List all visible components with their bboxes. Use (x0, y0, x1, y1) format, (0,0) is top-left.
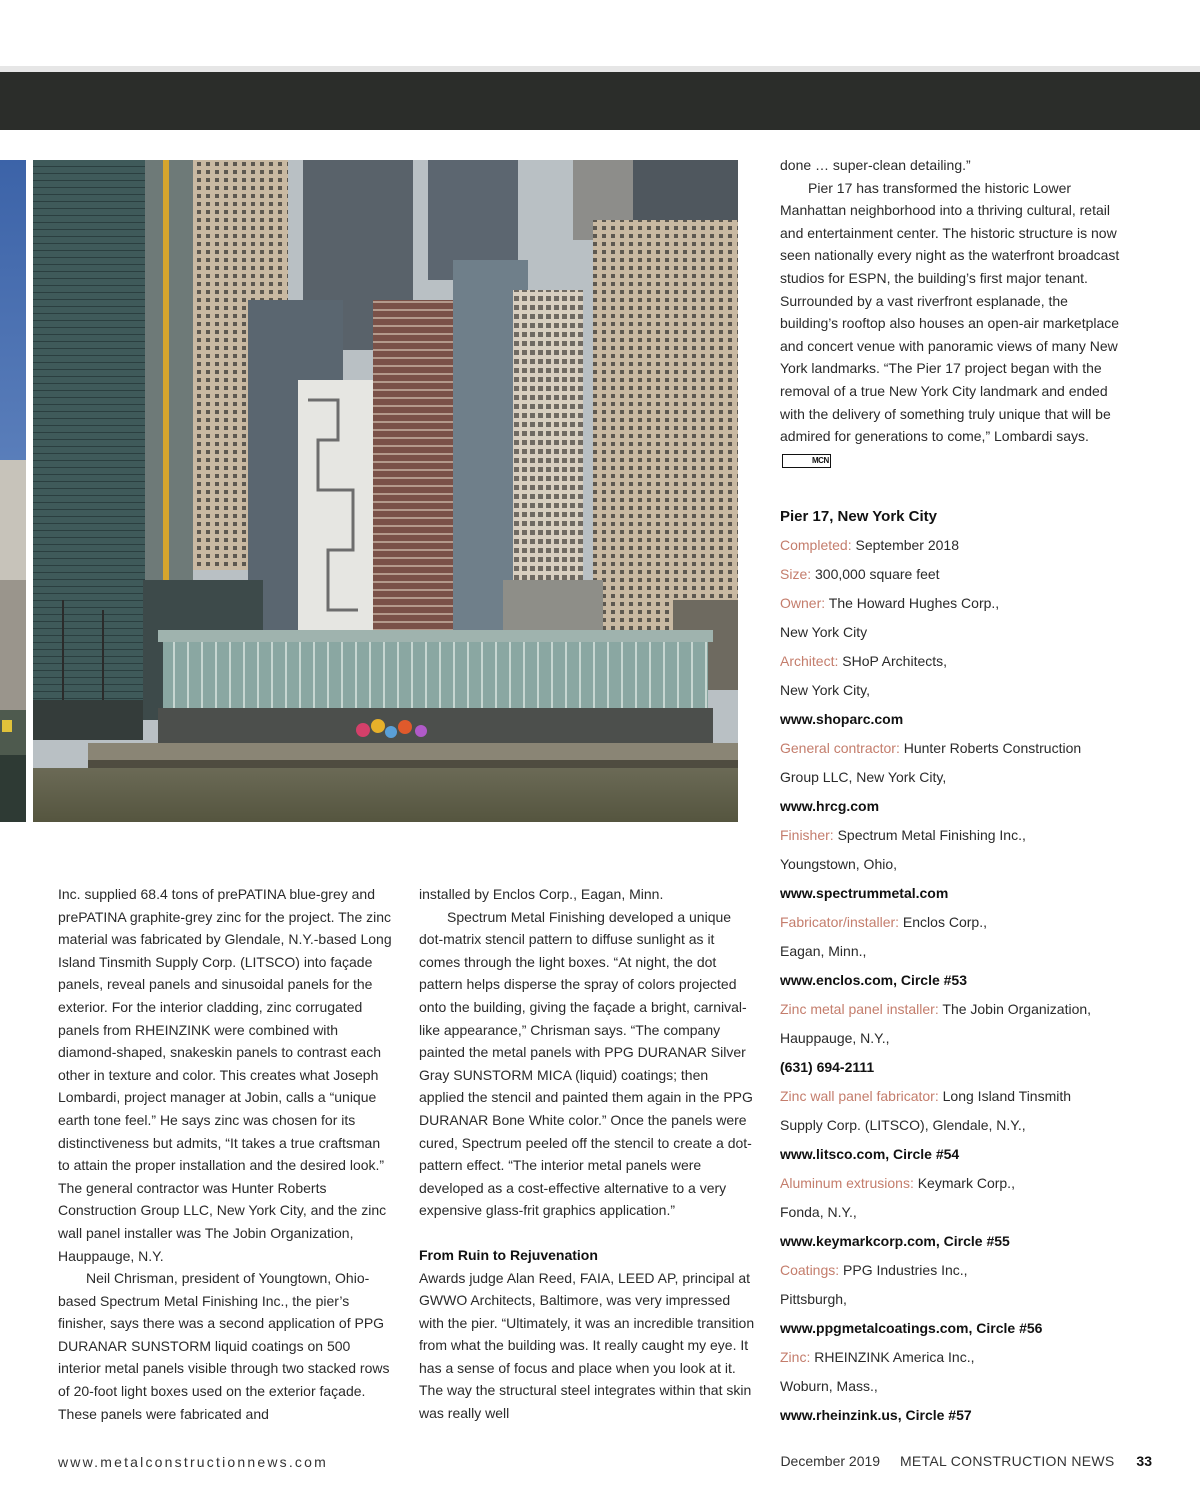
sidebar-lines (780, 531, 1150, 1430)
end-of-article-mark: MCN (782, 454, 831, 468)
sidebar-line (780, 1169, 1150, 1198)
sidebar-value: The Howard Hughes Corp., (825, 595, 1000, 611)
sidebar-value: Youngstown, Ohio, (780, 856, 898, 872)
footer-website: www.metalconstructionnews.com (58, 1454, 328, 1470)
sidebar-value: RHEINZINK America Inc., (810, 1349, 975, 1365)
sidebar-label: General contractor: (780, 740, 900, 756)
sidebar-value: 300,000 square feet (811, 566, 940, 582)
sidebar-label: Size: (780, 566, 812, 582)
body-paragraph: Awards judge Alan Reed, FAIA, LEED AP, principal at GWWO Architects, Baltimore, was very impressed with the pier. “Ultimately, it was an incredible transition from what the building was. It really caught my eye. It has a sense of focus and place when you look at it. The way the structural steel integrates within that skin was really well (419, 1269, 755, 1422)
sidebar-title: Pier 17, New York City (780, 508, 938, 525)
sidebar-line (780, 618, 1150, 647)
article-column-2 (419, 883, 755, 1425)
sidebar-value: Woburn, Mass., (780, 1378, 878, 1394)
sidebar-line (780, 937, 1150, 966)
project-info-sidebar (780, 502, 1150, 1430)
page-number: 33 (1136, 1453, 1152, 1469)
sidebar-line (780, 821, 1150, 850)
sidebar-label: Fabricator/installer: (780, 914, 900, 930)
footer-magazine-name: METAL CONSTRUCTION NEWS (899, 1453, 1115, 1469)
sidebar-url: www.enclos.com, Circle #53 (780, 972, 968, 988)
sidebar-value: Pittsburgh, (780, 1291, 847, 1307)
sidebar-value: Long Island Tinsmith (938, 1088, 1072, 1104)
sidebar-line (780, 1198, 1150, 1227)
sidebar-url: www.hrcg.com (780, 798, 880, 814)
body-paragraph: installed by Enclos Corp., Eagan, Minn. (419, 886, 664, 902)
sidebar-url: www.litsco.com, Circle #54 (780, 1146, 960, 1162)
section-heading: From Ruin to Rejuvenation (419, 1246, 598, 1263)
sidebar-label: Zinc metal panel installer: (780, 1001, 939, 1017)
sidebar-url: www.shoparc.com (780, 711, 904, 727)
sidebar-url: www.keymarkcorp.com, Circle #55 (780, 1233, 1010, 1249)
sidebar-line (780, 908, 1150, 937)
sidebar-label: Completed: (780, 537, 852, 553)
sidebar-line (780, 734, 1150, 763)
sidebar-line (780, 1082, 1150, 1111)
footer-date: December 2019 (780, 1453, 881, 1469)
sidebar-value: Fonda, N.Y., (780, 1204, 857, 1220)
sidebar-value: Supply Corp. (LITSCO), Glendale, N.Y., (780, 1117, 1026, 1133)
sidebar-line (780, 1343, 1150, 1372)
sidebar-url: www.spectrummetal.com (780, 885, 949, 901)
sidebar-label: Zinc: (780, 1349, 811, 1365)
sidebar-label: Finisher: (780, 827, 834, 843)
sidebar-line (780, 560, 1150, 589)
sidebar-line (780, 850, 1150, 879)
sidebar-value: New York City (780, 624, 868, 640)
body-paragraph: Neil Chrisman, president of Youngtown, Ohio-based Spectrum Metal Finishing Inc., the pier’s finisher, says there was a second application of PPG DURANAR SUNSTORM liquid coatings on 500 interior metal panels visible through two stacked rows of 20-foot light boxes used on the exterior façade. These panels were fabricated and (58, 1270, 390, 1422)
sidebar-value: Enclos Corp., (899, 914, 987, 930)
sidebar-line (780, 995, 1150, 1024)
sidebar-line (780, 1111, 1150, 1140)
pier-17-photo (33, 160, 738, 822)
sidebar-value: New York City, (780, 682, 870, 698)
sidebar-label: Zinc wall panel fabricator: (780, 1088, 939, 1104)
adjacent-photo-edge (0, 160, 26, 822)
sidebar-value: The Jobin Organization, (938, 1001, 1092, 1017)
article-column-3 (780, 154, 1120, 470)
body-paragraph (780, 177, 1120, 471)
sidebar-line (780, 1256, 1150, 1285)
body-paragraph-text: Pier 17 has transformed the historic Lower Manhattan neighborhood into a thriving cultural, retail and entertainment center. The historic structure is now seen nationally every night as the waterfront broadcast studios for ESPN, the building’s first major tenant. Surrounded by a vast riverfront esplanade, the building’s rooftop also houses an open-air marketplace and concert venue with panoramic views of many New York landmarks. “The Pier 17 project began with the removal of a true New York City landmark and ended with the delivery of something truly unique that will be admired for generations to come,” Lombardi says. (780, 179, 1120, 445)
footer-folio (780, 1453, 1152, 1469)
sidebar-label: Architect: (780, 653, 839, 669)
body-paragraph: Spectrum Metal Finishing developed a unique dot-matrix stencil pattern to diffuse sunlight as it comes through the light boxes. “At night, the dot pattern helps disperse the spray of colors projected onto the building, giving the façade a bright, carnival-like appearance,” Chrisman says. “The company painted the metal panels with PPG DURANAR Silver Gray SUNSTORM MICA (liquid) coatings; then applied the stencil and painted them again in the PPG DURANAR Bone White color.” Once the panels were cured, Spectrum peeled off the stencil to create a dot-pattern effect. “The interior metal panels were developed as a cost-effective alternative to a very expensive glass-frit graphics application.” (419, 908, 753, 1219)
sidebar-value: Spectrum Metal Finishing Inc., (833, 827, 1026, 843)
sidebar-line (780, 676, 1150, 705)
sidebar-value: PPG Industries Inc., (839, 1262, 968, 1278)
body-paragraph: done … super-clean detailing.” (780, 157, 971, 173)
sidebar-label: Owner: (780, 595, 826, 611)
sidebar-line (780, 589, 1150, 618)
sidebar-value: Hauppauge, N.Y., (780, 1030, 890, 1046)
sidebar-value: Keymark Corp., (913, 1175, 1015, 1191)
sidebar-value: SHoP Architects, (838, 653, 948, 669)
body-paragraph: Inc. supplied 68.4 tons of prePATINA blue-grey and prePATINA graphite-grey zinc for the project. The zinc material was fabricated by Glendale, N.Y.-based Long Island Tinsmith Supply Corp. (LITSCO) into façade panels, reveal panels and sinusoidal panels for the exterior. For the interior cladding, zinc corrugated panels from RHEINZINK were combined with diamond-shaped, snakeskin panels to contrast each other in texture and color. This creates what Joseph Lombardi, project manager at Jobin, calls a “unique earth tone feel.” He says zinc was chosen for its distinctiveness but admits, “It takes a true craftsman to attain the proper installation and the desired look.” The general contractor was Hunter Roberts Construction Group LLC, New York City, and the zinc wall panel installer was The Jobin Organization, Hauppauge, N.Y. (58, 886, 392, 1264)
sidebar-line (780, 531, 1150, 560)
sidebar-value: September 2018 (851, 537, 959, 553)
article-column-1 (58, 883, 393, 1425)
sidebar-value: Group LLC, New York City, (780, 769, 947, 785)
sidebar-label: Coatings: (780, 1262, 840, 1278)
sidebar-line (780, 763, 1150, 792)
sidebar-url: www.ppgmetalcoatings.com, Circle #56 (780, 1320, 1043, 1336)
header-band (0, 72, 1200, 130)
sidebar-line (780, 647, 1150, 676)
sidebar-line (780, 1372, 1150, 1401)
sidebar-value: Eagan, Minn., (780, 943, 867, 959)
sidebar-line (780, 1285, 1150, 1314)
sidebar-url: www.rheinzink.us, Circle #57 (780, 1407, 972, 1423)
sidebar-value: Hunter Roberts Construction (899, 740, 1082, 756)
sidebar-label: Aluminum extrusions: (780, 1175, 914, 1191)
sidebar-url: (631) 694-2111 (780, 1059, 875, 1075)
sidebar-line (780, 1024, 1150, 1053)
